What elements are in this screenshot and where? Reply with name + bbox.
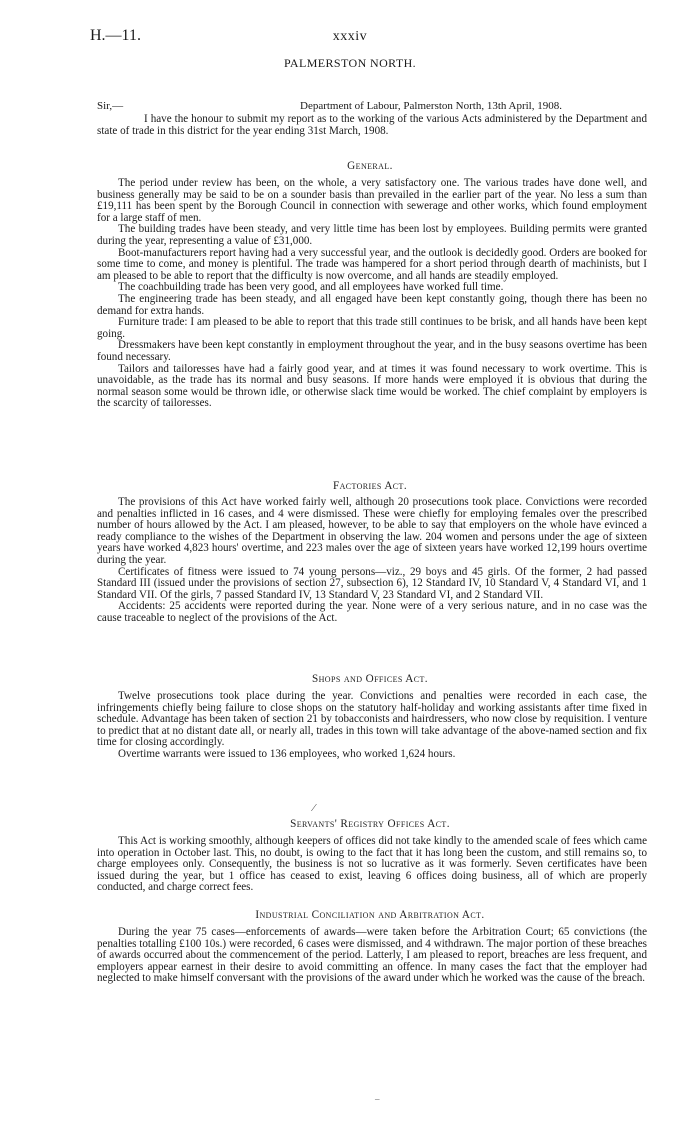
report-location-title: PALMERSTON NORTH. — [283, 56, 417, 70]
paragraph: This Act is working smoothly, although keepers of offices did not take kindly to the amended scale of fees which came into operation in October last. This, no doubt, is owing to the fact that it has long been the custom, and still remains so, to charge employees only. Consequently, the business is not so lucrative as it was formerly. Seven certificates have been issued during the year, but 1 office has ceased to exist, leaving 6 offices doing business, all of which are properly conducted, and charge correct fees. — [97, 835, 647, 894]
department-dateline: Department of Labour, Palmerston North, 13th April, 1908. — [300, 100, 562, 112]
section-heading-shops: Shops and Offices Act. — [312, 673, 428, 685]
paragraph: Dressmakers have been kept constantly in employment throughout the year, and in the busy seasons overtime has been found necessary. — [97, 339, 647, 363]
paragraph: Furniture trade: I am pleased to be able to report that this trade still continues to be brisk, and all hands have been kept going. — [97, 316, 647, 340]
paragraph: Certificates of fitness were issued to 74 young persons—viz., 29 boys and 45 girls. Of the former, 2 had passed Standard III (issued under the provisions of section 27, subsection 6), 12 Standard IV, 10 Standard V, 4 Standard VI, and 1 Standard VII. Of the girls, 7 passed Standard IV, 13 Standard V, 23 Standard VI, and 2 Standard VII. — [97, 565, 647, 601]
paragraph: During the year 75 cases—enforcements of awards—were taken before the Arbitration Court; 65 convictions (the penalties totalling £100 10s.) were recorded, 6 cases were dismissed, and 4 withdrawn. The major portion of these breaches of awards occurred about the commencement of the period. Latterly, I am pleased to report, breaches are less frequent, and employers appear earnest in their desire to avoid committing an offence. In many cases the fact that the employer had neglected to make himself conversant with the provisions of the award under which he worked was the cause of the breach. — [97, 926, 647, 985]
section-heading-general: General. — [347, 160, 393, 172]
paragraph: The period under review has been, on the whole, a very satisfactory one. The various trades have done well, and business generally may be said to be on a sounder basis than prevailed in the earlier part of the year. No less a sum than £19,111 has been spent by the Borough Council in connection with sewerage and other works, which found employment for a large staff of men. — [97, 177, 647, 224]
section-servants — [97, 836, 647, 894]
paragraph: The engineering trade has been steady, and all engaged have been kept constantly going, though there has been no demand for extra hands. — [97, 292, 647, 317]
scan-dash-mark: – — [375, 1094, 380, 1104]
paragraph: Twelve prosecutions took place during the year. Convictions and penalties were recorded in each case, the infringements chiefly being failure to close shops on the statutory half-holiday and working assistants after time fixed in schedule. Advantage has been taken of section 21 by tobacconists and hairdressers, who now close by requisition. I venture to predict that at no distant date all, or nearly all, trades in this town will take advantage of the above-named section and fix time for closing accordingly. — [97, 690, 647, 749]
section-heading-servants: Servants' Registry Offices Act. — [290, 818, 450, 830]
salutation: Sir,— — [97, 100, 124, 112]
section-shops — [97, 691, 647, 761]
paragraph: Tailors and tailoresses have had a fairly good year, and at times it was found necessary to work overtime. This is unavoidable, as the trade has its normal and busy seasons. If more hands were employed it is obvious that during the normal season some would be thrown idle, or otherwise slack time would be worked. The chief complaint by employers is the scarcity of tailoresses. — [97, 362, 647, 410]
section-heading-industrial: Industrial Conciliation and Arbitration Act. — [255, 909, 485, 921]
section-factories — [97, 497, 647, 625]
paragraph: Boot-manufacturers report having had a very successful year, and the outlook is decidedly good. Orders are booked for some time to come, and money is plentiful. The trade was hampered for a short period through dearth of machinists, but I am pleased to be able to report that the difficulty is now overcome, and all hands are steadily employed. — [97, 246, 647, 282]
margin-tick-mark: ⁄ — [313, 802, 315, 814]
page-number: xxxiv — [332, 29, 368, 44]
page-reference: H.—11. — [90, 27, 141, 44]
section-heading-factories: Factories Act. — [332, 480, 408, 492]
section-general — [97, 178, 647, 410]
paragraph: Accidents: 25 accidents were reported during the year. None were of a very serious nature, and in no case was the cause traceable to neglect of the provisions of the Act. — [97, 600, 647, 624]
section-industrial — [97, 927, 647, 985]
intro-text: I have the honour to submit my report as to the working of the various Acts administered by the Department and state of trade in this district for the year ending 31st March, 1908. — [97, 113, 647, 137]
paragraph: Overtime warrants were issued to 136 employees, who worked 1,624 hours. — [118, 747, 456, 760]
paragraph: The provisions of this Act have worked fairly well, although 20 prosecutions took place. Convictions were recorded and penalties inflicted in 16 cases, and 4 were dismissed. These were chiefly for employing females over the prescribed number of hours allowed by the Act. I am pleased, however, to be able to say that employers on the whole have evinced a ready compliance to the wishes of the Department in observing the law. 204 women and persons under the age of sixteen years have worked 4,823 hours' overtime, and 223 males over the age of sixteen years have worked 12,199 hours overtime during the year. — [97, 496, 647, 566]
intro-paragraph — [97, 114, 647, 137]
paragraph: The building trades have been steady, and very little time has been lost by employees. Building permits were granted during the year, representing a value of £31,000. — [97, 223, 647, 247]
paragraph: The coachbuilding trade has been very good, and all employees have worked full time. — [118, 281, 504, 294]
